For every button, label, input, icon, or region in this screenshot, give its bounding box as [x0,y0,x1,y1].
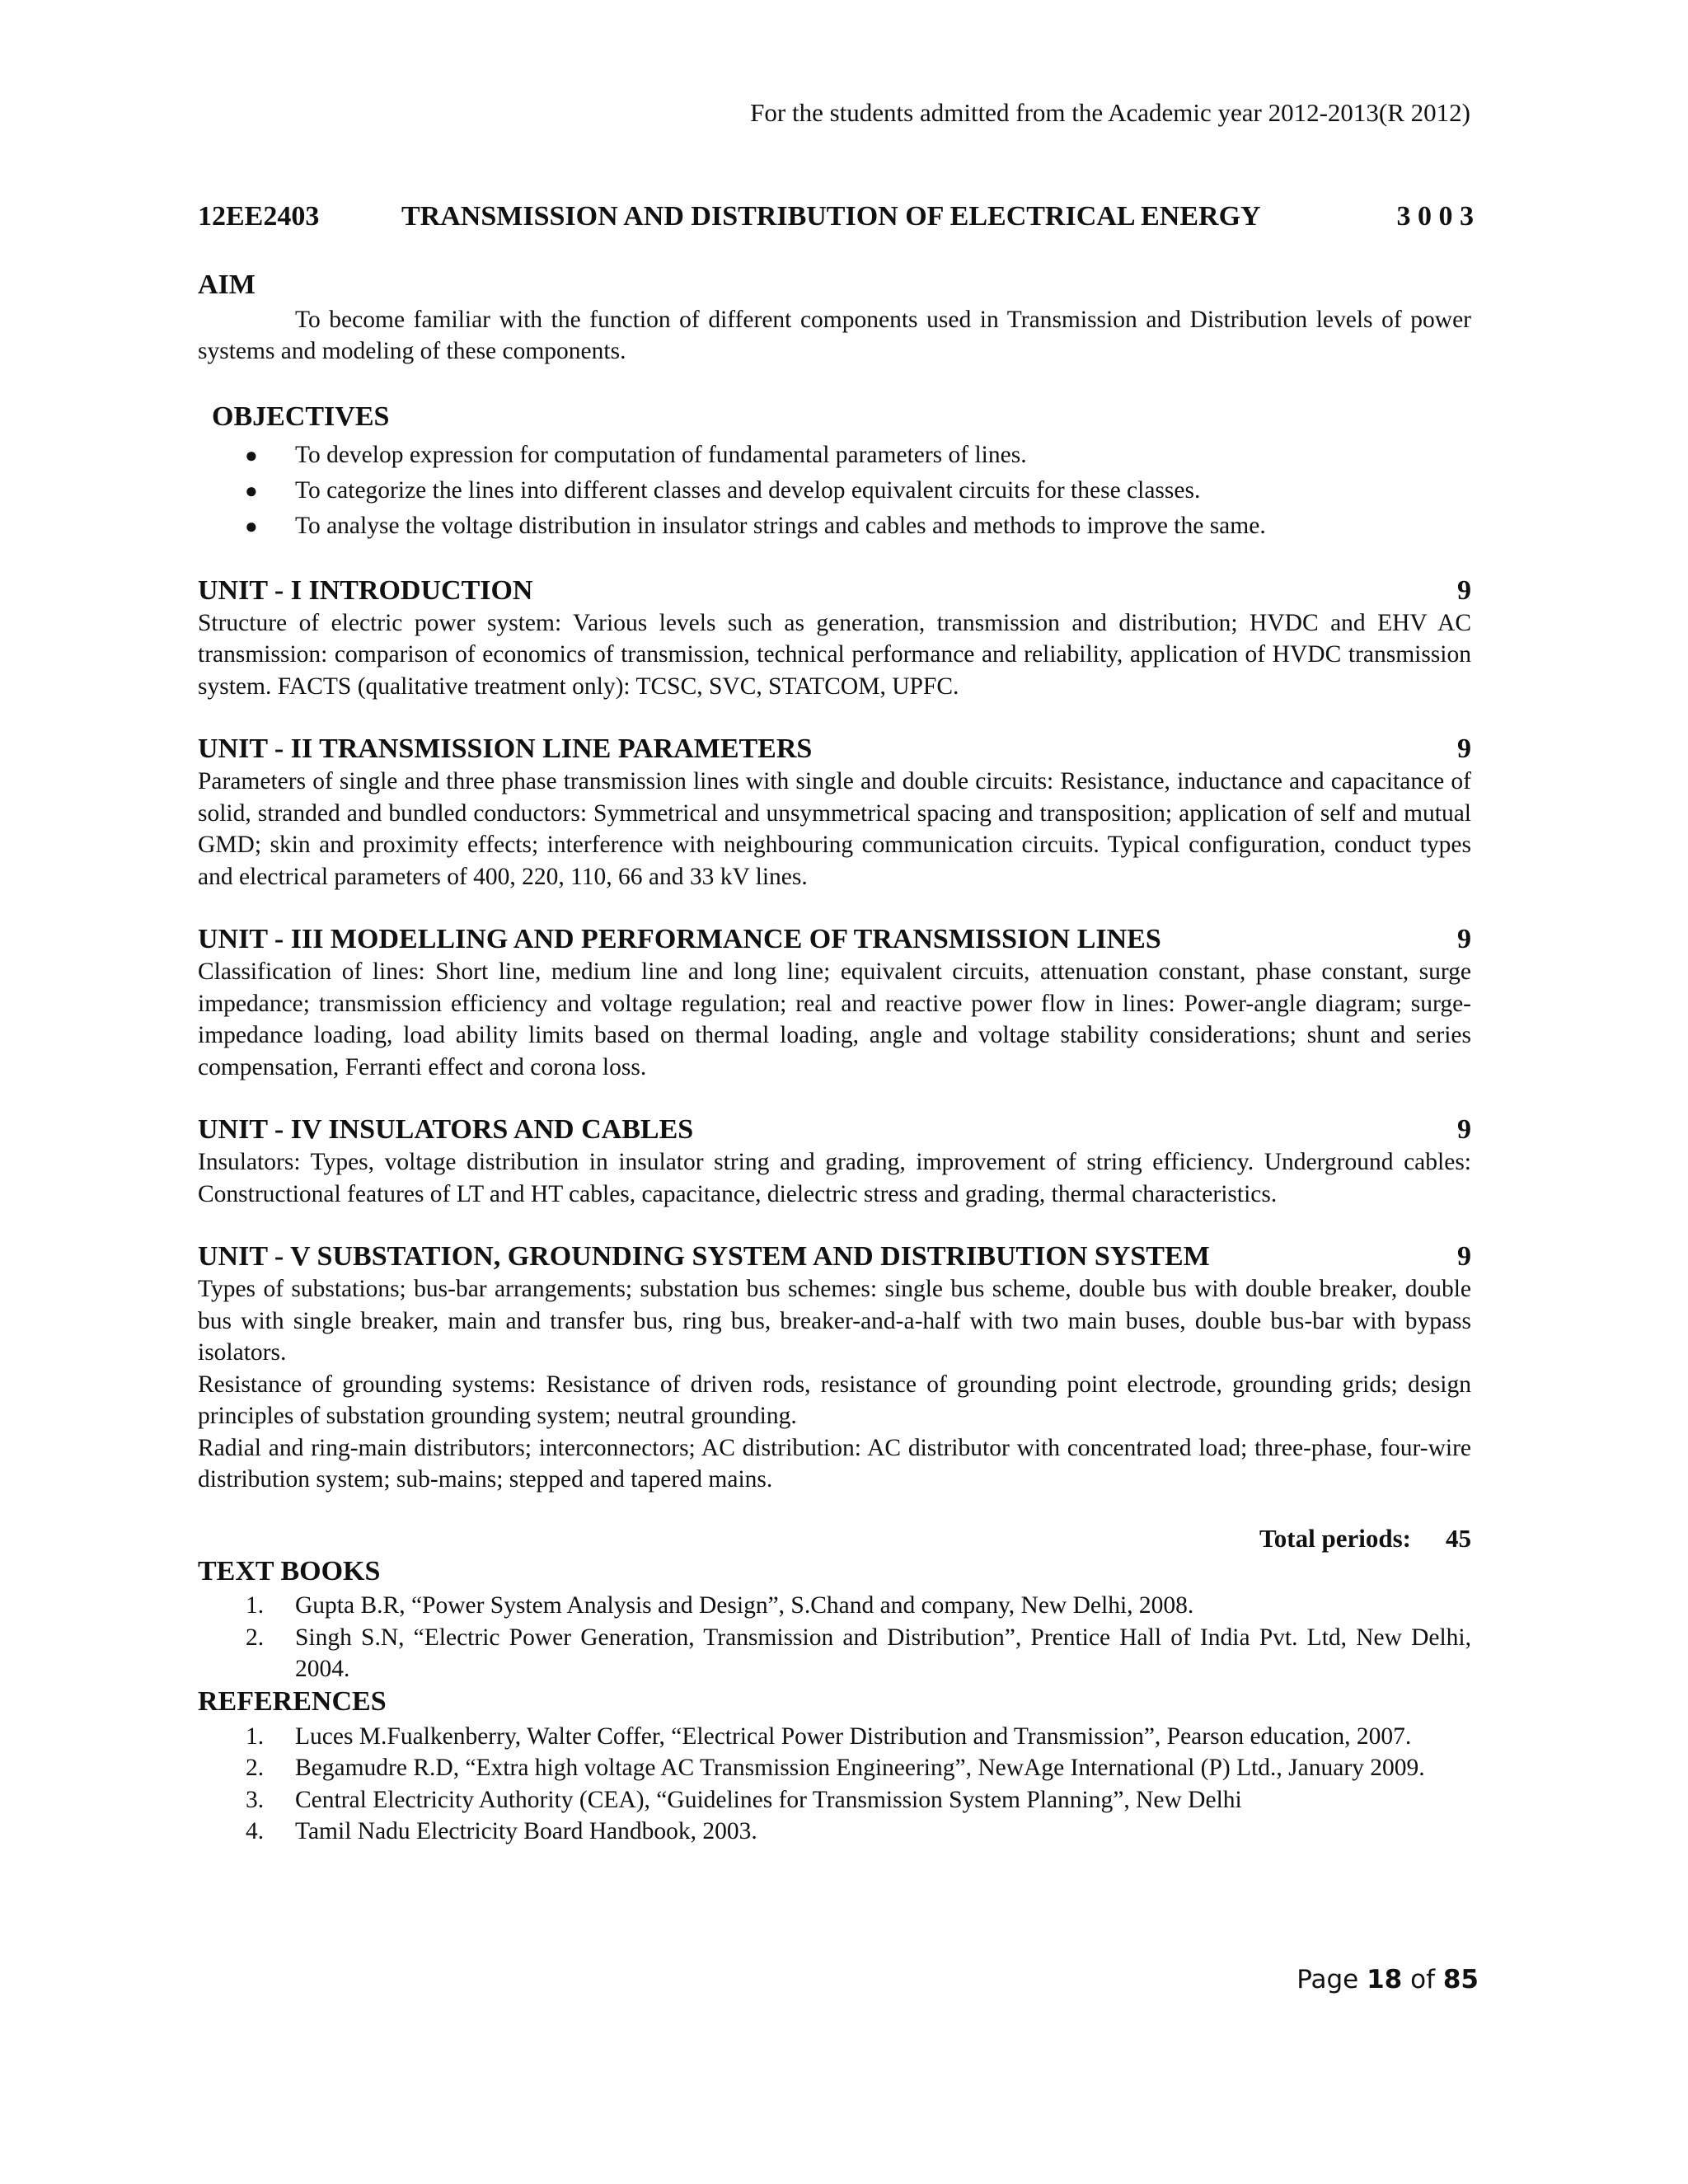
unit-3 [198,923,1471,1083]
objective-item: ● To develop expression for computation of fundamental parameters of lines. [198,438,1471,473]
unit-text: Radial and ring-main distributors; interconnectors; AC distribution: AC distributor with concentrated load; three-phase, four-wire distribution system; sub-mains; stepped and tapered mains. [198,1434,1471,1493]
bullet-icon: ● [245,513,258,538]
course-credits: 3 0 0 3 [1396,201,1474,232]
unit-hours: 9 [1457,1114,1471,1146]
unit-heading [198,923,1471,956]
unit-hours: 9 [1457,574,1471,606]
unit-text: Classification of lines: Short line, medium line and long line; equivalent circuits, attenuation constant, phase constant, surge impedance; transmission efficiency and voltage regulation; real and reactive power flow in lines: Power-angle diagram; surge-impedance loading, load ability limits based on thermal loading, angle and voltage stability considerations; shunt and series compensation, Ferranti effect and corona loss. [198,958,1471,1080]
text-books-heading: TEXT BOOKS [198,1555,381,1586]
total-periods [198,1522,1471,1555]
course-code: 12EE2403 [198,201,320,232]
unit-title: UNIT - V SUBSTATION, GROUNDING SYSTEM AND DISTRIBUTION SYSTEM [198,1241,1210,1272]
unit-title: UNIT - I INTRODUCTION [198,574,533,606]
bullet-icon: ● [245,478,258,503]
admission-note: For the students admitted from the Academic year 2012-2013(R 2012) [750,98,1470,127]
unit-heading [198,1113,1471,1146]
list-item: 1. Luces M.Fualkenberry, Walter Coffer, “Electrical Power Distribution and Transmission”, Pearson education, 2007. [246,1722,1412,1750]
course-title: TRANSMISSION AND DISTRIBUTION OF ELECTRICAL ENERGY [401,201,1261,232]
aim-heading: AIM [198,269,256,300]
unit-text: Types of substations; bus-bar arrangements; substation bus schemes: single bus scheme, double bus with double breaker, double bus with single breaker, main and transfer bus, ring bus, breaker-and-a-half with two main buses, double bus-bar with bypass isolators. [198,1276,1471,1366]
objective-item: ● To categorize the lines into different classes and develop equivalent circuits for these classes. [198,473,1471,509]
references-list [198,1721,1471,1848]
unit-hours: 9 [1457,1241,1471,1272]
text-books-list [198,1590,1471,1685]
unit-5 [198,1240,1471,1496]
total-periods-value: 45 [1446,1523,1471,1553]
unit-text: Parameters of single and three phase transmission lines with single and double circuits: Resistance, inductance and capacitance of solid, stranded and bundled conductors: Symmetrical and unsymmetrical spacing and transposition; application of self and mutual GMD; skin and proximity effects; interference with neighbouring communication circuits. Typical configuration, conduct types and electrical parameters of 400, 220, 110, 66 and 33 kV lines. [198,768,1471,890]
unit-4 [198,1113,1471,1210]
list-item: 2. Singh S.N, “Electric Power Generation, Transmission and Distribution”, Prentice Hall of India Pvt. Ltd, New Delhi, 2004. [246,1624,1471,1683]
unit-hours: 9 [1457,733,1471,765]
objectives-heading: OBJECTIVES [212,401,390,432]
unit-heading [198,1240,1471,1273]
unit-title: UNIT - III MODELLING AND PERFORMANCE OF TRANSMISSION LINES [198,924,1161,955]
unit-heading [198,733,1471,766]
syllabus-body [198,269,1471,1848]
unit-1 [198,574,1471,703]
list-item: 2. Begamudre R.D, “Extra high voltage AC Transmission Engineering”, NewAge International (P) Ltd., January 2009. [246,1755,1425,1782]
unit-2 [198,733,1471,893]
unit-text: Structure of electric power system: Various levels such as generation, transmission and distribution; HVDC and EHV AC transmission: comparison of economics of transmission, technical performance and reliability, application of HVDC transmission system. FACTS (qualitative treatment only): TCSC, SVC, STATCOM, UPFC. [198,609,1471,700]
unit-text: Resistance of grounding systems: Resistance of driven rods, resistance of grounding point electrode, grounding grids; design principles of substation grounding system; neutral grounding. [198,1371,1471,1430]
unit-title: UNIT - II TRANSMISSION LINE PARAMETERS [198,733,813,765]
unit-hours: 9 [1457,924,1471,955]
objectives-list [198,438,1471,544]
references-heading: REFERENCES [198,1685,387,1717]
list-item: 3. Central Electricity Authority (CEA), “Guidelines for Transmission System Planning”, New Delhi [246,1786,1242,1813]
page-number: Page 18 of 85 [1296,1965,1479,1994]
unit-title: UNIT - IV INSULATORS AND CABLES [198,1114,694,1146]
bullet-icon: ● [245,443,258,467]
list-item: 4. Tamil Nadu Electricity Board Handbook, 2003. [246,1818,757,1845]
objective-item: ● To analyse the voltage distribution in insulator strings and cables and methods to improve the same. [198,509,1471,544]
aim-text: To become familiar with the function of different components used in Transmission and Distribution levels of power systems and modeling of these components. [198,306,1471,365]
list-item: 1. Gupta B.R, “Power System Analysis and Design”, S.Chand and company, New Delhi, 2008. [246,1592,1194,1619]
unit-heading [198,574,1471,607]
total-periods-label: Total periods: [1259,1523,1411,1553]
unit-text: Insulators: Types, voltage distribution in insulator string and grading, improvement of string efficiency. Underground cables: Constructional features of LT and HT cables, capacitance, dielectric stress and grading, thermal characteristics. [198,1149,1471,1207]
